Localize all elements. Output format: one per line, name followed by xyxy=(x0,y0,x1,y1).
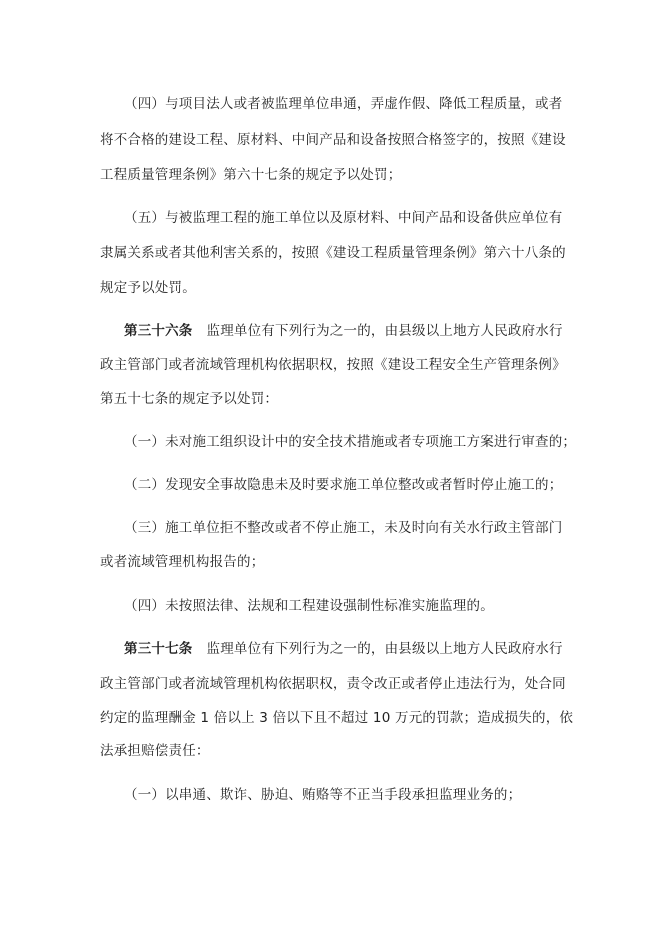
paragraph-line: 政主管部门或者流域管理机构依据职权，按照《建设工程安全生产管理条例》 xyxy=(100,357,566,373)
article-text: 监理单位有下列行为之一的，由县级以上地方人民政府水行 xyxy=(206,641,563,657)
article-37-line xyxy=(124,640,563,658)
paragraph-line: （一）未对施工组织设计中的安全技术措施或者专项施工方案进行审查的； xyxy=(124,434,577,450)
paragraph-line: （三）施工单位拒不整改或者不停止施工，未及时向有关水行政主管部门 xyxy=(124,520,563,536)
paragraph-line: 第五十七条的规定予以处罚： xyxy=(100,391,279,407)
paragraph-line: （四）与项目法人或者被监理单位串通，弄虚作假、降低工程质量，或者 xyxy=(124,96,563,112)
paragraph-line: 约定的监理酬金 1 倍以上 3 倍以下且不超过 10 万元的罚款；造成损失的，依 xyxy=(100,710,574,726)
article-36-line xyxy=(124,322,563,340)
paragraph-line: 或者流域管理机构报告的； xyxy=(100,554,265,570)
paragraph-line: 规定予以处罚。 xyxy=(100,280,196,296)
paragraph-line: （二）发现安全事故隐患未及时要求施工单位整改或者暂时停止施工的； xyxy=(124,477,563,493)
article-text: 监理单位有下列行为之一的，由县级以上地方人民政府水行 xyxy=(206,323,563,339)
paragraph-line: （四）未按照法律、法规和工程建设强制性标准实施监理的。 xyxy=(124,598,494,614)
article-number: 第三十七条 xyxy=(124,641,193,657)
paragraph-line: 法承担赔偿责任： xyxy=(100,743,210,759)
paragraph-line: 工程质量管理条例》第六十七条的规定予以处罚； xyxy=(100,167,402,183)
paragraph-line: （一）以串通、欺诈、胁迫、贿赂等不正当手段承担监理业务的； xyxy=(124,787,522,803)
paragraph-line: 政主管部门或者流域管理机构依据职权，责令改正或者停止违法行为，处合同 xyxy=(100,676,566,692)
paragraph-line: 将不合格的建设工程、原材料、中间产品和设备按照合格签字的，按照《建设 xyxy=(100,132,566,148)
article-number: 第三十六条 xyxy=(124,323,193,339)
paragraph-line: 隶属关系或者其他利害关系的，按照《建设工程质量管理条例》第六十八条的 xyxy=(100,245,566,261)
paragraph-line: （五）与被监理工程的施工单位以及原材料、中间产品和设备供应单位有 xyxy=(124,210,563,226)
